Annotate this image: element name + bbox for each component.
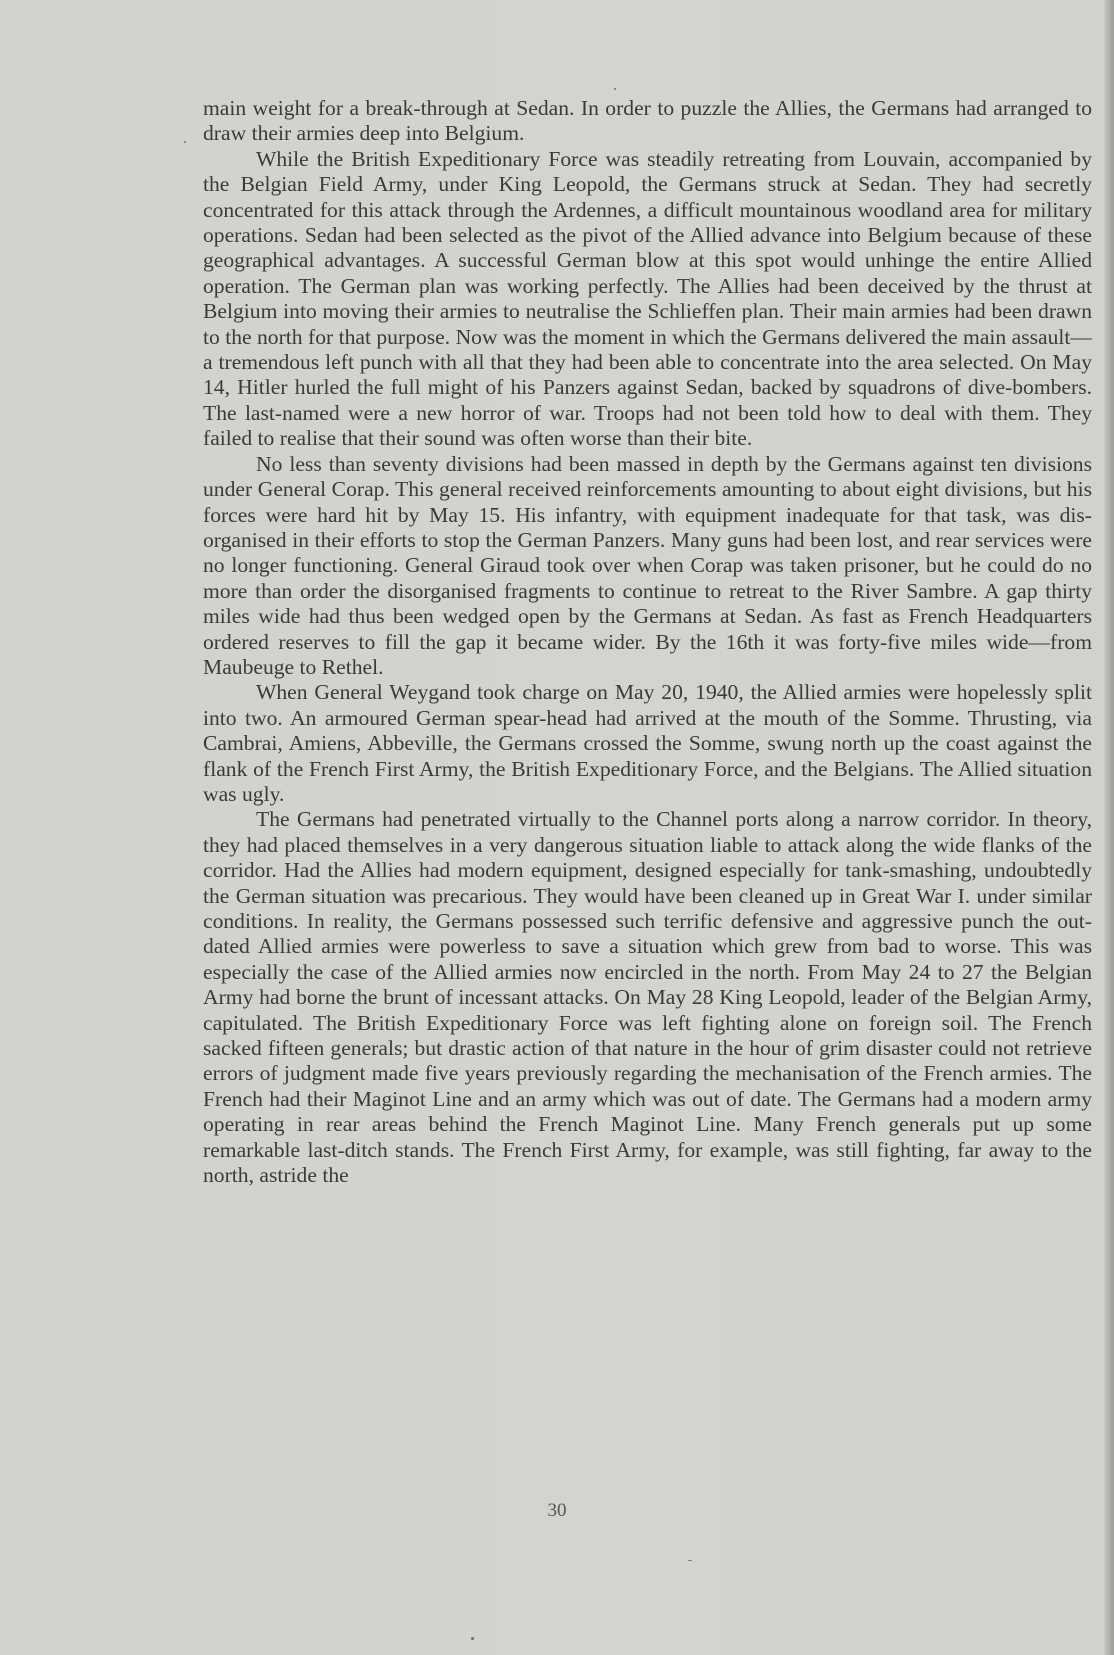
paragraph: No less than seventy divisions had been massed in depth by the Germans against ten divisions under General Corap. This general received reinforcements amounting to about eight divisions, but his forces were hard hit by May 15. His infantry, with equipment inadequate for that task, was disorganised in their efforts to stop the German Panzers. Many guns had been lost, and rear services were no longer functioning. General Giraud took over when Corap was taken prisoner, but he could do no more than order the disorganised fragments to continue to retreat to the River Sambre. A gap thirty miles wide had thus been wedged open by the Germans at Sedan. As fast as French Headquarters ordered reserves to fill the gap it became wider. By the 16th it was forty-five miles wide—from Maubeuge to Rethel. — [203, 451, 1092, 679]
body-text — [203, 96, 1092, 1188]
paragraph: When General Weygand took charge on May 20, 1940, the Allied armies were hopelessly split into two. An armoured German spear-head had arrived at the mouth of the Somme. Thrusting, via Cambrai, Amiens, Abbeville, the Germans crossed the Somme, swung north up the coast against the flank of the French First Army, the British Expeditionary Force, and the Belgians. The Allied situation was ugly. — [203, 680, 1092, 806]
paper-speck — [471, 1637, 474, 1640]
page-edge-shadow — [1104, 0, 1114, 1655]
paragraph: main weight for a break-through at Sedan. In order to puzzle the Allies, the Germans had arranged to draw their armies deep into Belgium. — [203, 96, 1092, 146]
page-number: 30 — [547, 1500, 567, 1521]
paragraph: The Germans had penetrated virtually to the Channel ports along a narrow corridor. In theory, they had placed themselves in a very dangerous situation liable to attack along the wide flanks of the corridor. Had the Allies had modern equipment, designed especially for tank-smashing, undoubtedly the German situation was precarious. They would have been cleaned up in Great War I. under similar conditions. In reality, the Germans possessed such terrific defensive and aggressive punch the out-dated Allied armies were powerless to save a situation which grew from bad to worse. This was especially the case of the Allied armies now encircled in the north. From May 24 to 27 the Belgian Army had borne the brunt of incessant attacks. On May 28 King Leopold, leader of the Belgian Army, capitulated. The British Expeditionary Force was left fighting alone on foreign soil. The French sacked fifteen generals; but drastic action of that nature in the hour of grim disaster could not retrieve errors of judgment made five years previously regarding the mechanisation of the French armies. The French had their Maginot Line and an army which was out of date. The Germans had a modern army operating in rear areas behind the French Maginot Line. Many French generals put up some remarkable last-ditch stands. The French First Army, for example, was still fighting, far away to the north, astride the — [203, 807, 1092, 1188]
paper-speck — [614, 88, 616, 90]
paragraph: While the British Expeditionary Force was steadily retreating from Louvain, accompanied by the Belgian Field Army, under King Leopold, the Germans struck at Sedan. They had secretly concentrated for this attack through the Ardennes, a difficult mountainous woodland area for military operations. Sedan had been selected as the pivot of the Allied advance into Belgium because of these geographical advantages. A successful German blow at this spot would unhinge the entire Allied operation. The German plan was working perfectly. The Allies had been deceived by the thrust at Belgium into moving their armies to neutralise the Schlieffen plan. Their main armies had been drawn to the north for that purpose. Now was the moment in which the Germans delivered the main assault—a tremendous left punch with all that they had been able to concentrate into the area selected. On May 14, Hitler hurled the full might of his Panzers against Sedan, backed by squadrons of dive-bombers. The last-named were a new horror of war. Troops had not been told how to deal with them. They failed to realise that their sound was often worse than their bite. — [203, 146, 1092, 451]
paper-speck — [184, 141, 186, 143]
paper-speck — [688, 1560, 692, 1561]
